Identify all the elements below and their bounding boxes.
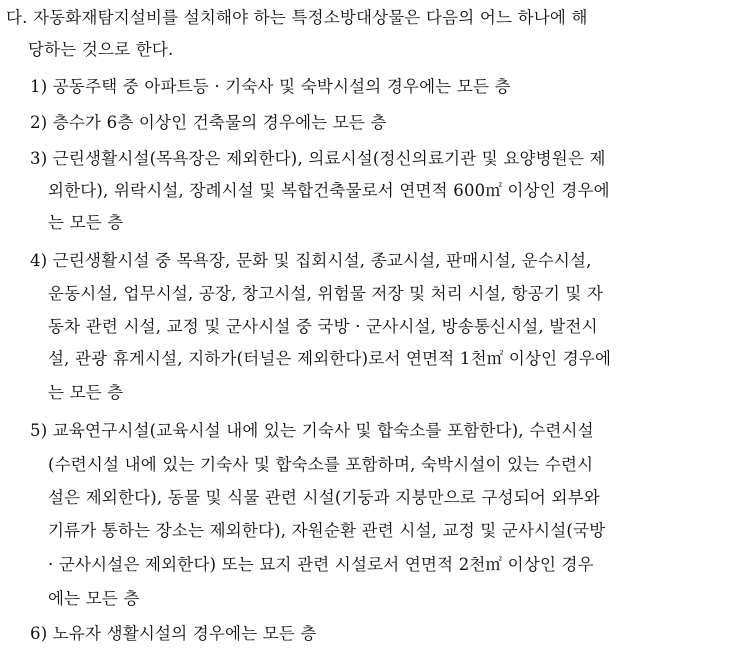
- item-5-line-6: 에는 모든 층: [48, 589, 140, 608]
- item-5-line-5: · 군사시설은 제외한다) 또는 묘지 관련 시설로서 연면적 2천㎡ 이상인 경우: [48, 555, 594, 574]
- item-4-line-3: 동차 관련 시설, 교정 및 군사시설 중 국방 · 군사시설, 방송통신시설, 발전시: [48, 317, 598, 336]
- item-6-line-1: 6) 노유자 생활시설의 경우에는 모든 층: [30, 624, 317, 643]
- item-5-line-4: 기류가 통하는 장소는 제외한다), 자원순환 관련 시설, 교정 및 군사시설(국방: [48, 521, 606, 540]
- item-3-line-3: 는 모든 층: [48, 213, 124, 232]
- item-5-line-3: 설은 제외한다), 동물 및 식물 관련 시설(기둥과 지붕만으로 구성되어 외부와: [48, 488, 600, 507]
- item-4-line-4: 설, 관광 휴게시설, 지하가(터널은 제외한다)로서 연면적 1천㎡ 이상인 경우에: [48, 349, 612, 368]
- item-1-line-1: 1) 공동주택 중 아파트등 · 기숙사 및 숙박시설의 경우에는 모든 층: [30, 77, 511, 96]
- item-3-line-1: 3) 근린생활시설(목욕장은 제외한다), 의료시설(정신의료기관 및 요양병원은 제: [30, 149, 606, 168]
- item-4-line-5: 는 모든 층: [48, 383, 124, 402]
- item-4-line-1: 4) 근린생활시설 중 목욕장, 문화 및 집회시설, 종교시설, 판매시설, 운수시설,: [30, 251, 592, 270]
- intro-line-2: 당하는 것으로 한다.: [28, 40, 174, 59]
- item-4-line-2: 운동시설, 업무시설, 공장, 창고시설, 위험물 저장 및 처리 시설, 항공기 및 자: [48, 284, 604, 303]
- item-5-line-2: (수련시설 내에 있는 기숙사 및 합숙소를 포함하며, 숙박시설이 있는 수련시: [48, 455, 594, 474]
- item-5-line-1: 5) 교육연구시설(교육시설 내에 있는 기숙사 및 합숙소를 포함한다), 수련시설: [30, 421, 594, 440]
- intro-line-1: 다. 자동화재탐지설비를 설치해야 하는 특정소방대상물은 다음의 어느 하나에 해: [6, 8, 588, 27]
- item-2-line-1: 2) 층수가 6층 이상인 건축물의 경우에는 모든 층: [30, 113, 387, 132]
- item-3-line-2: 외한다), 위락시설, 장례시설 및 복합건축물로서 연면적 600㎡ 이상인 경우에: [48, 181, 610, 200]
